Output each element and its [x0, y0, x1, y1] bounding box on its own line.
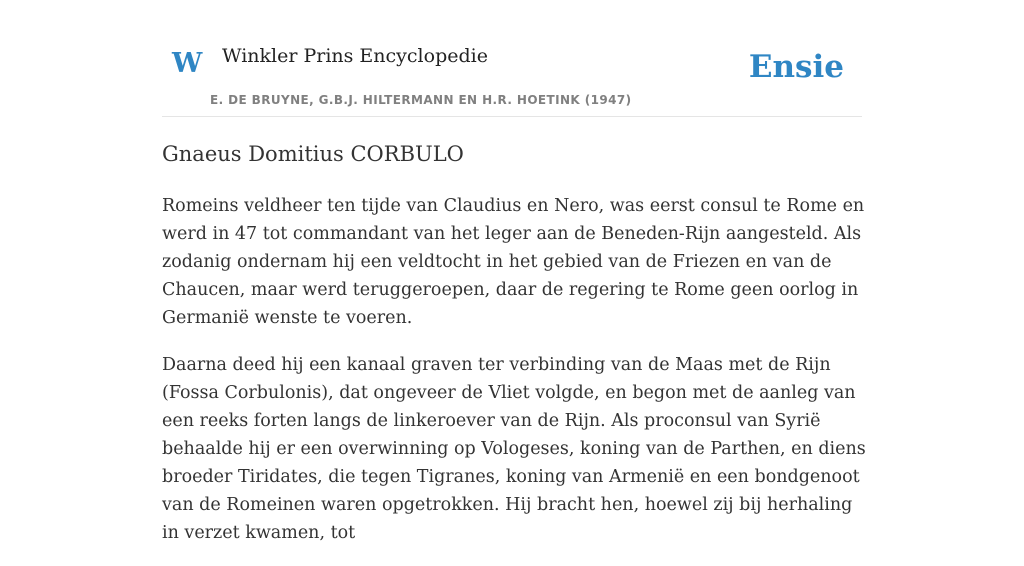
encyclopedia-title[interactable]: Winkler Prins Encyclopedie	[222, 45, 488, 67]
encyclopedia-authors: E. DE BRUYNE, G.B.J. HILTERMANN EN H.R. HOETINK (1947)	[210, 93, 632, 107]
article-body	[162, 192, 867, 566]
article-title: Gnaeus Domitius CORBULO	[162, 142, 464, 166]
article-paragraph: Daarna deed hij een kanaal graven ter verbinding van de Maas met de Rijn (Fossa Corbulonis), dat ongeveer de Vliet volgde, en begon met de aanleg van een reeks forten langs de linkeroever van de Rijn. Als proconsul van Syrië behaalde hij er een overwinning op Vologeses, koning van de Parthen, en diens broeder Tiridates, die tegen Tigranes, koning van Armenië en een bondgenoot van de Romeinen waren opgetrokken. Hij bracht hen, hoewel zij bij herhaling in verzet kwamen, tot	[162, 355, 866, 543]
encyclopedia-logo[interactable]: W	[172, 48, 203, 79]
ensie-brand-link[interactable]: Ensie	[748, 49, 844, 85]
article-paragraph: Romeins veldheer ten tijde van Claudius en Nero, was eerst consul te Rome en werd in 47 tot commandant van het leger aan de Beneden-Rijn aangesteld. Als zodanig ondernam hij een veldtocht in het gebied van de Friezen en van de Chaucen, maar werd teruggeroepen, daar de regering te Rome geen oorlog in Germanië wenste te voeren.	[162, 196, 865, 328]
page-header	[162, 0, 862, 117]
